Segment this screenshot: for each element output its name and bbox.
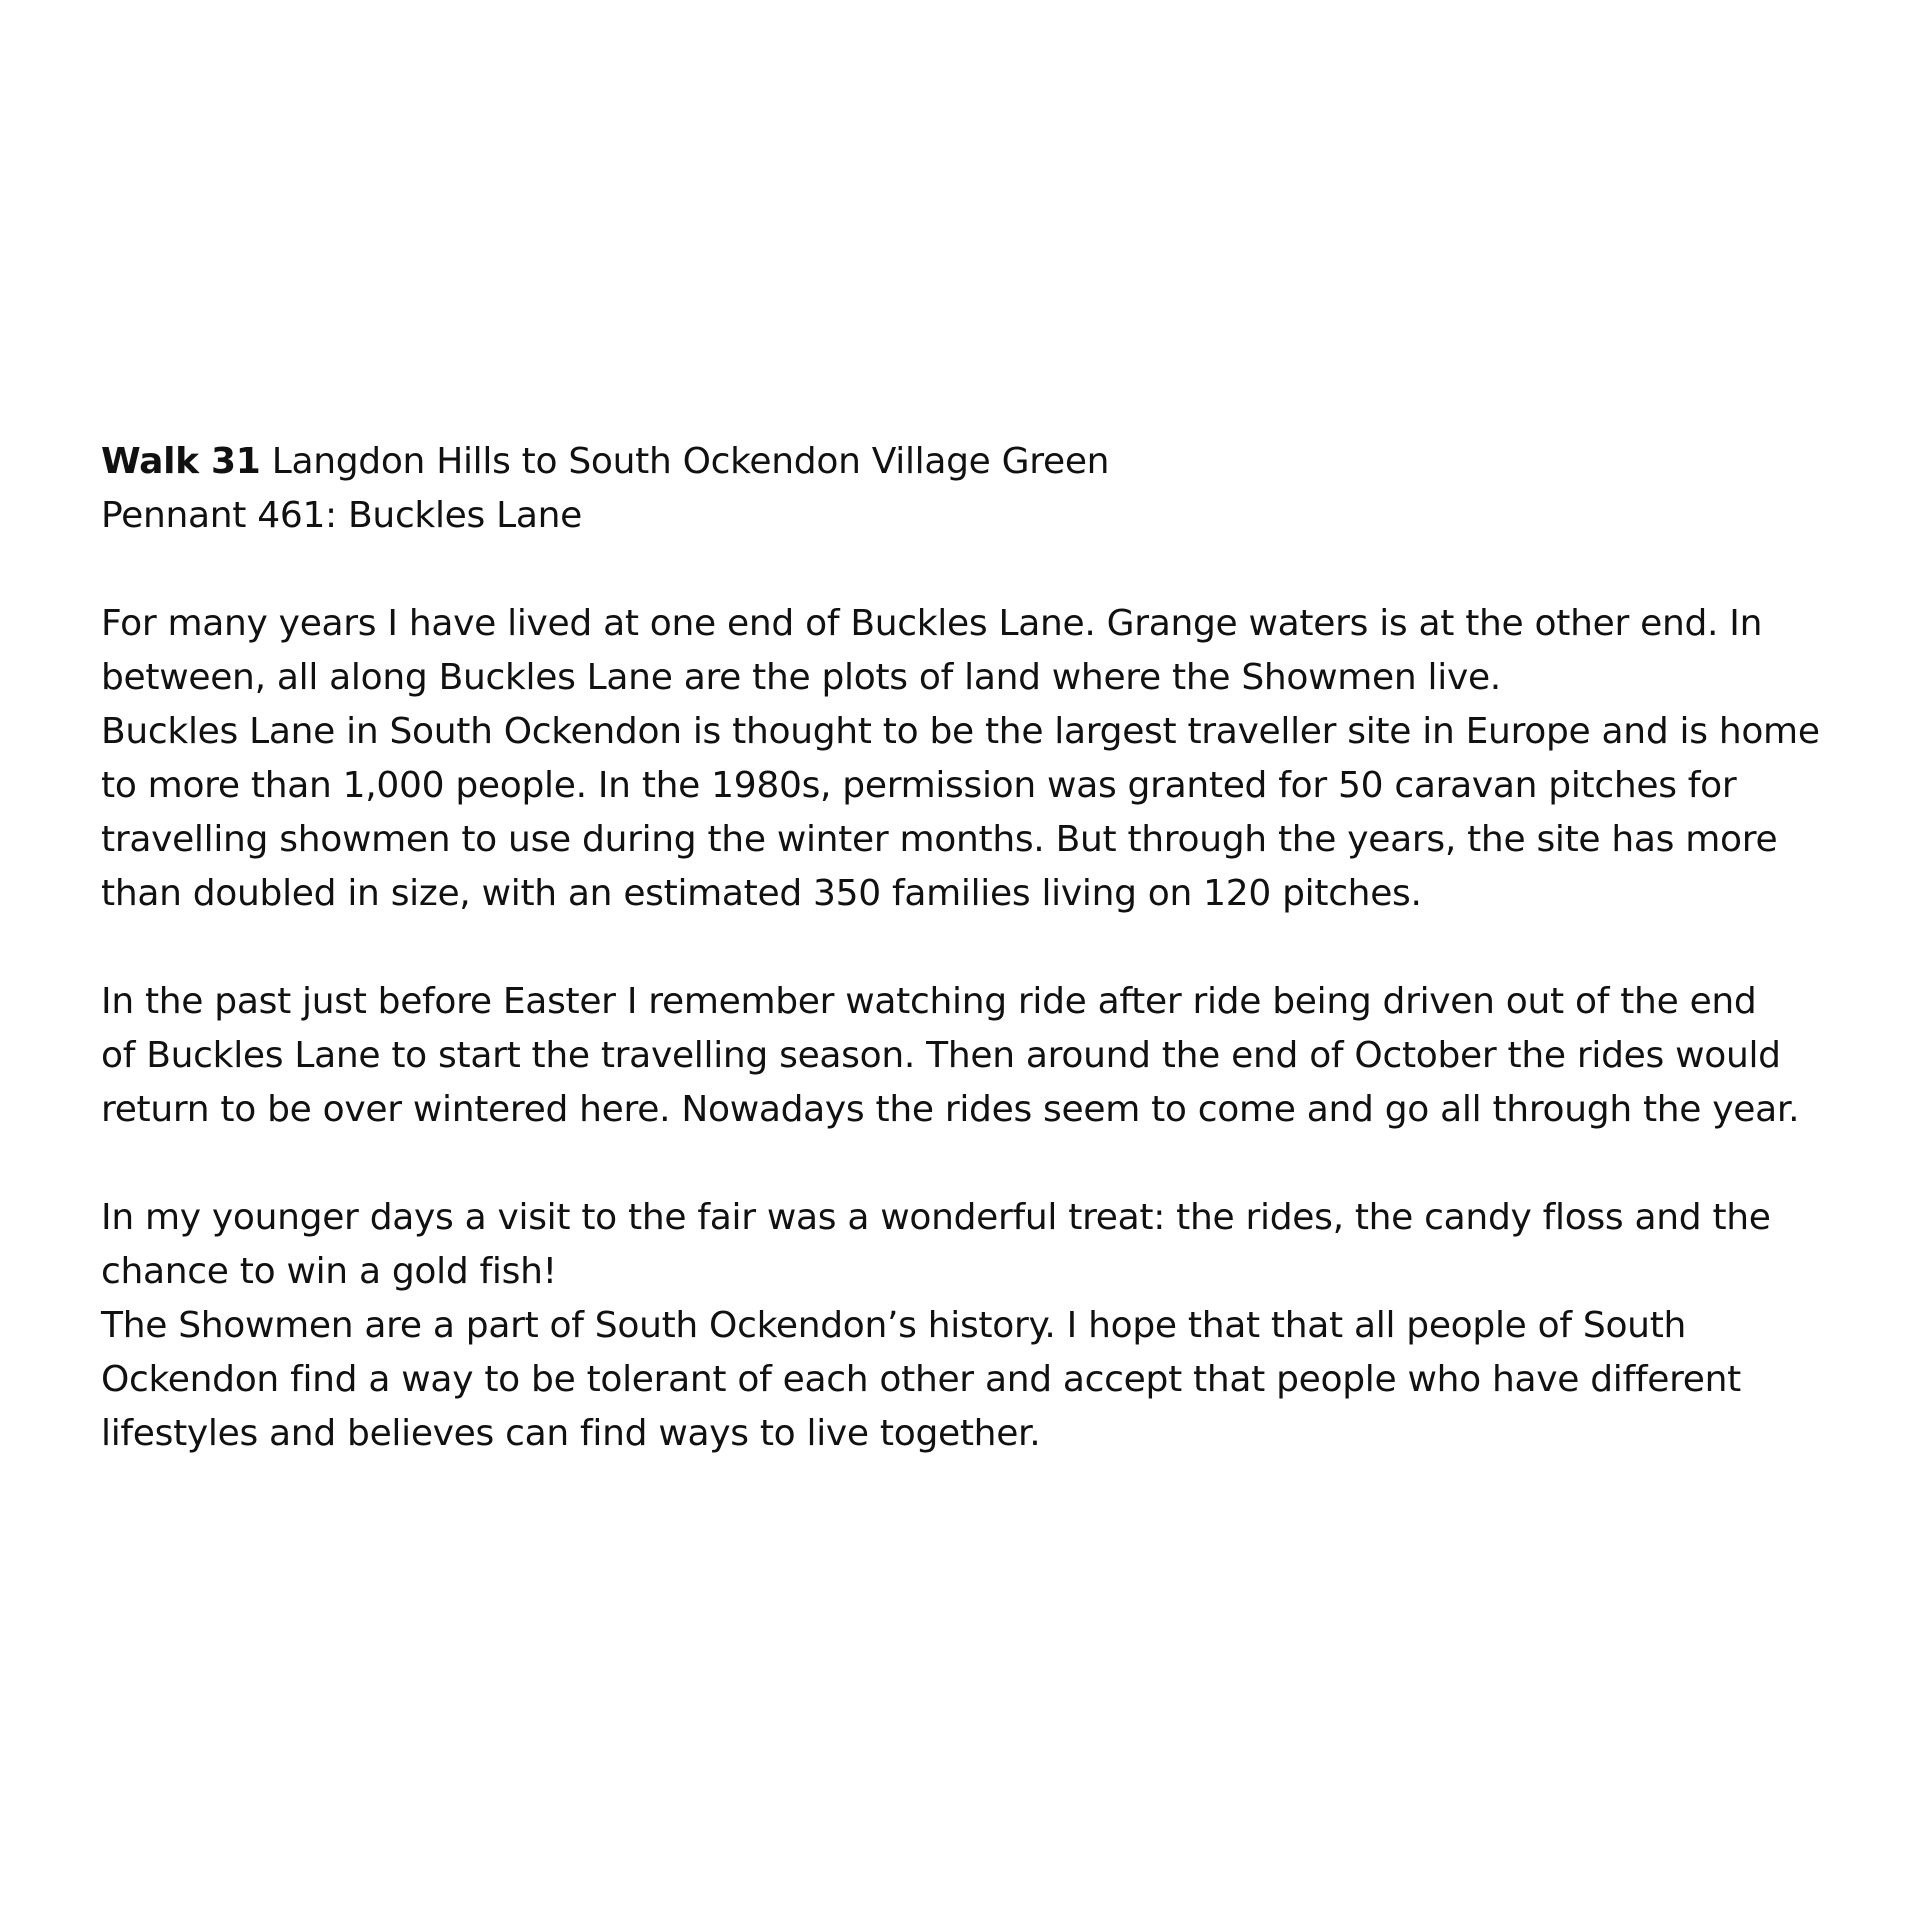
- walk-heading: [101, 435, 1861, 489]
- paragraph-2: [101, 975, 1861, 1137]
- paragraph-1: [101, 597, 1861, 921]
- spacer: [101, 543, 1861, 597]
- paragraph-line: travelling showmen to use during the winter months. But through the years, the site has more: [101, 819, 1778, 860]
- paragraph-line: Ockendon find a way to be tolerant of each other and accept that people who have different: [101, 1359, 1741, 1400]
- paragraph-line: For many years I have lived at one end of Buckles Lane. Grange waters is at the other end. In: [101, 603, 1763, 644]
- paragraph-line: The Showmen are a part of South Ockendon’s history. I hope that that all people of South: [101, 1305, 1687, 1346]
- paragraph-line: lifestyles and believes can find ways to live together.: [101, 1413, 1041, 1454]
- paragraph-line: between, all along Buckles Lane are the plots of land where the Showmen live.: [101, 657, 1501, 698]
- walk-label: Walk 31: [101, 441, 261, 482]
- paragraph-line: to more than 1,000 people. In the 1980s, permission was granted for 50 caravan pitches for: [101, 765, 1737, 806]
- paragraph-line: return to be over wintered here. Nowadays the rides seem to come and go all through the year.: [101, 1089, 1800, 1130]
- paragraph-line: than doubled in size, with an estimated 350 families living on 120 pitches.: [101, 873, 1422, 914]
- paragraph-line: Buckles Lane in South Ockendon is thought to be the largest traveller site in Europe and is home: [101, 711, 1820, 752]
- walk-title: Langdon Hills to South Ockendon Village Green: [271, 441, 1110, 482]
- spacer: [101, 921, 1861, 975]
- paragraph-line: chance to win a gold fish!: [101, 1251, 557, 1292]
- paragraph-line: In my younger days a visit to the fair was a wonderful treat: the rides, the candy floss and the: [101, 1197, 1771, 1238]
- pennant-line: Pennant 461: Buckles Lane: [101, 495, 583, 536]
- paragraph-line: In the past just before Easter I remember watching ride after ride being driven out of the end: [101, 981, 1757, 1022]
- spacer: [101, 1137, 1861, 1191]
- paragraph-line: of Buckles Lane to start the travelling season. Then around the end of October the rides would: [101, 1035, 1781, 1076]
- paragraph-3: [101, 1191, 1861, 1461]
- document-page: [101, 435, 1861, 1461]
